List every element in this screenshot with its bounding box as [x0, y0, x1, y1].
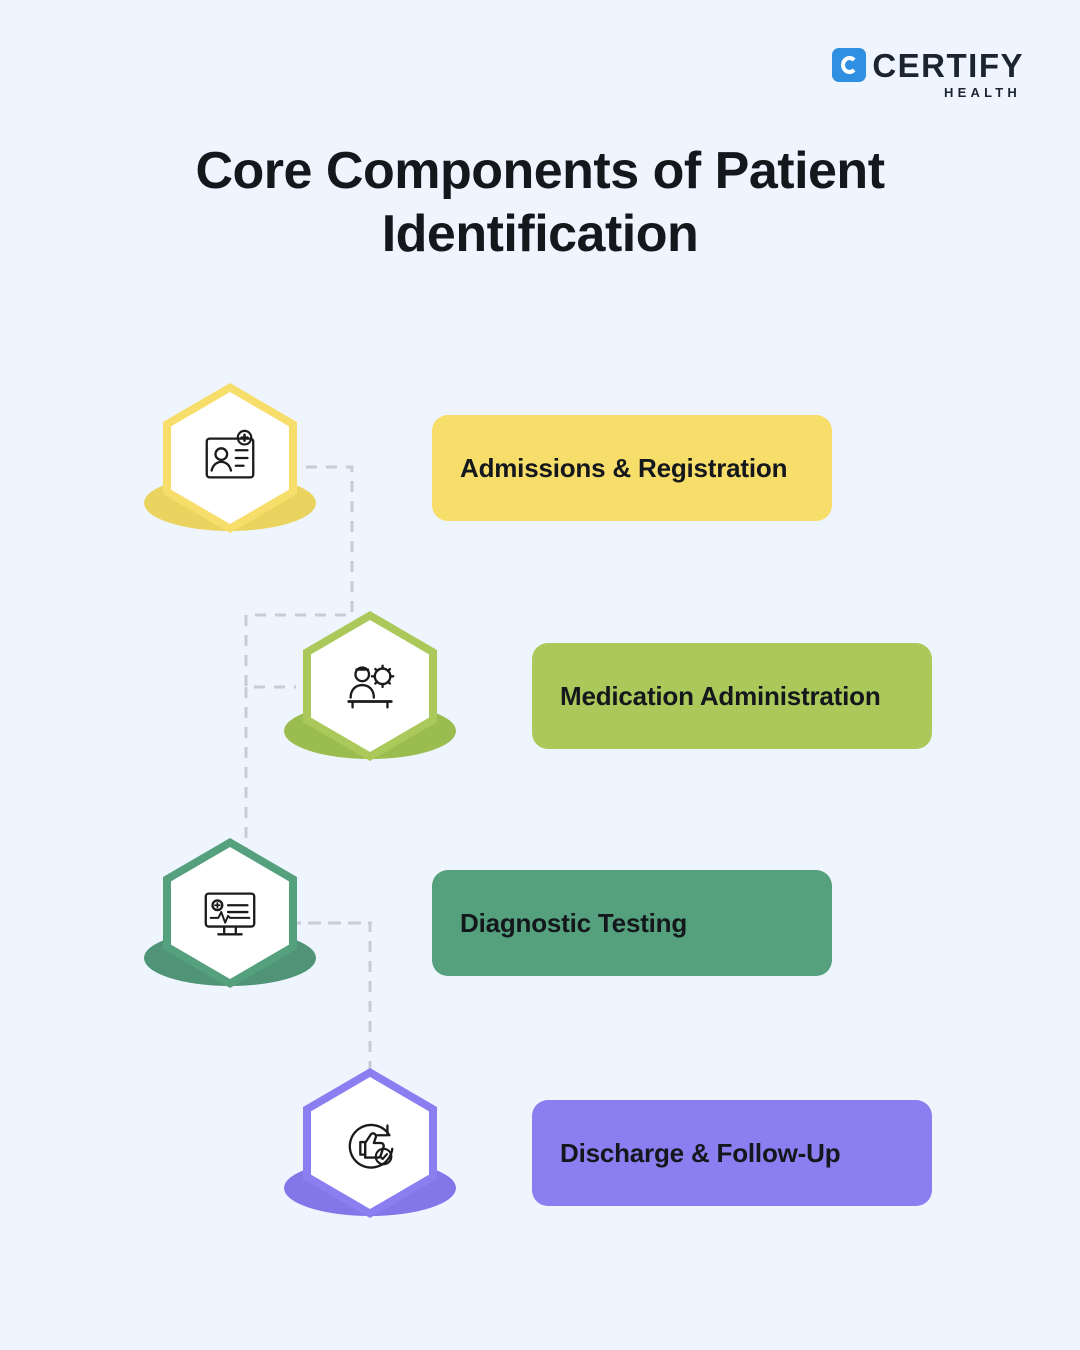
step-label-text-4: Discharge & Follow-Up: [560, 1137, 841, 1168]
step-label-text-1: Admissions & Registration: [460, 452, 788, 483]
node-icon-wrap-4: [311, 1077, 429, 1209]
step-row-4: [0, 1060, 1080, 1260]
node-icon-wrap-1: [171, 392, 289, 524]
step-row-3: [0, 830, 1080, 1030]
step-node-3: [130, 830, 330, 1030]
patient-id-card-icon: [199, 427, 261, 489]
step-node-1: [130, 375, 330, 575]
node-icon-wrap-2: [311, 620, 429, 752]
step-row-1: [0, 375, 1080, 575]
thumbs-up-check-icon: [339, 1112, 401, 1174]
logo-row: [832, 48, 1024, 82]
brand-logo: [832, 48, 1024, 99]
page-title: Core Components of Patient Identification: [195, 142, 885, 264]
nurse-medication-icon: [339, 655, 401, 717]
step-label-text-3: Diagnostic Testing: [460, 907, 688, 938]
monitor-vitals-icon: [199, 882, 261, 944]
step-label-3[interactable]: [432, 870, 832, 976]
brand-subtitle: HEALTH: [944, 85, 1021, 100]
node-icon-wrap-3: [171, 847, 289, 979]
step-node-4: [270, 1060, 470, 1260]
certify-c-mark-icon: [832, 48, 866, 82]
step-label-2[interactable]: [532, 643, 932, 749]
step-label-4[interactable]: [532, 1100, 932, 1206]
step-row-2: [0, 603, 1080, 803]
step-node-2: [270, 603, 470, 803]
step-label-text-2: Medication Administration: [560, 680, 881, 711]
step-label-1[interactable]: [432, 415, 832, 521]
brand-name: CERTIFY: [872, 46, 1024, 84]
diagram-container: [0, 375, 1080, 1275]
